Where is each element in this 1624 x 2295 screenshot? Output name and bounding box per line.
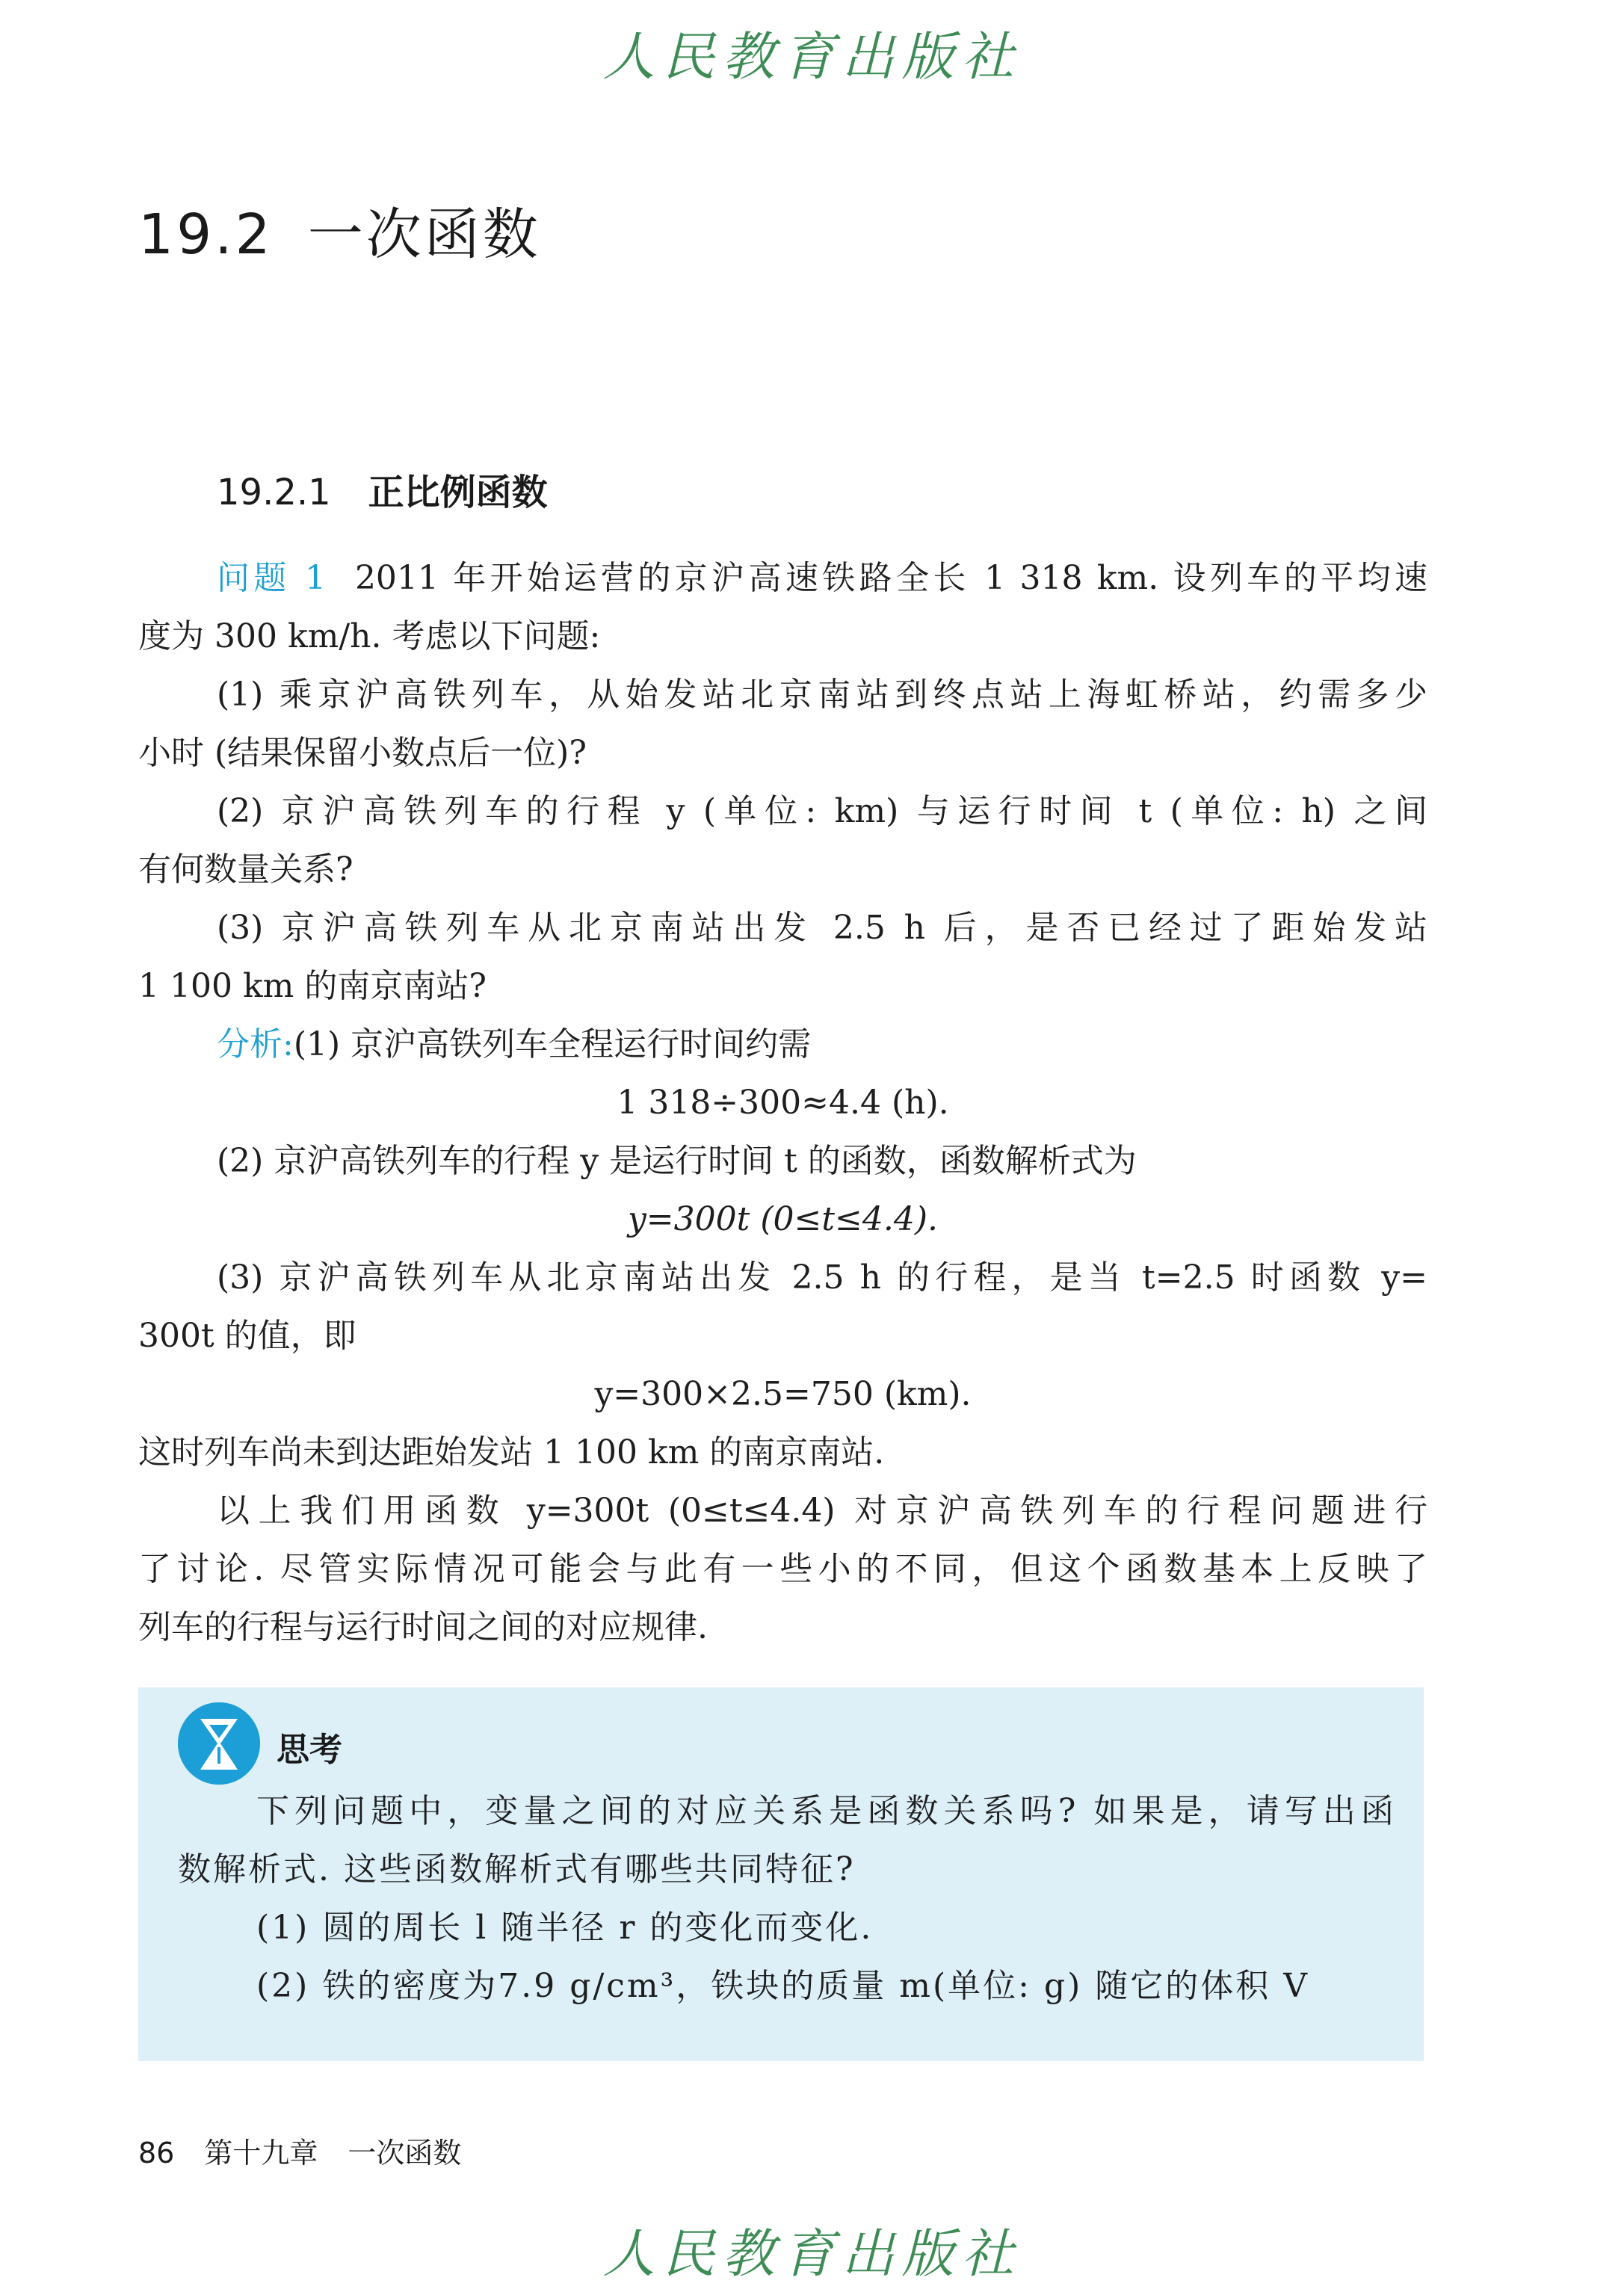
summary-line: 了讨论. 尽管实际情况可能会与此有一些小的不同，但这个函数基本上反映了 bbox=[138, 1550, 1427, 1588]
problem-label: 问题 1 bbox=[217, 559, 327, 597]
problem-line: (3) 京沪高铁列车从北京南站出发 2.5 h 后，是否已经过了距始发站 bbox=[217, 909, 1427, 947]
analysis-text: (1) 京沪高铁列车全程运行时间约需 bbox=[293, 1025, 812, 1063]
section-title bbox=[138, 191, 541, 270]
analysis-line bbox=[138, 1016, 1427, 1074]
summary-line: 以上我们用函数 y=300t (0≤t≤4.4) 对京沪高铁列车的行程问题进行 bbox=[217, 1492, 1427, 1530]
thinking-hourglass-icon bbox=[178, 1702, 260, 1785]
chapter-label: 第十九章 bbox=[204, 2137, 318, 2169]
think-content bbox=[178, 1782, 1396, 2016]
problem-line: 1 100 km 的南京南站? bbox=[138, 967, 487, 1005]
think-label: 思考 bbox=[277, 1731, 342, 1769]
analysis-line: (2) 京沪高铁列车的行程 y 是运行时间 t 的函数，函数解析式为 bbox=[217, 1142, 1137, 1180]
think-line: 下列问题中，变量之间的对应关系是函数关系吗? 如果是，请写出函 bbox=[256, 1792, 1396, 1830]
summary-line: 列车的行程与运行时间之间的对应规律. bbox=[138, 1608, 708, 1646]
page-footer bbox=[138, 2130, 461, 2171]
chapter-title: 一次函数 bbox=[348, 2137, 462, 2169]
analysis-line: (3) 京沪高铁列车从北京南站出发 2.5 h 的行程，是当 t=2.5 时函数 y= bbox=[217, 1258, 1427, 1297]
think-line: (2) 铁的密度为7.9 g/cm³，铁块的质量 m(单位: g) 随它的体积 V bbox=[256, 1967, 1310, 2005]
section-title-text: 一次函数 bbox=[307, 203, 541, 267]
think-line: (1) 圆的周长 l 随半径 r 的变化而变化. bbox=[256, 1909, 874, 1947]
formula-line: y=300t (0≤t≤4.4). bbox=[627, 1200, 939, 1238]
formula-line: 1 318÷300≈4.4 (h). bbox=[617, 1084, 949, 1122]
problem-text: 2011 年开始运营的京沪高速铁路全长 1 318 km. 设列车的平均速 bbox=[354, 559, 1427, 597]
problem-block bbox=[138, 549, 1427, 1657]
problem-line: 小时 (结果保留小数点后一位)? bbox=[138, 734, 587, 772]
subsection-number: 19.2.1 bbox=[217, 472, 331, 513]
think-line: 数解析式. 这些函数解析式有哪些共同特征? bbox=[178, 1850, 856, 1888]
page-number: 86 bbox=[138, 2137, 175, 2169]
analysis-line: 300t 的值，即 bbox=[138, 1317, 356, 1355]
thinking-hourglass-icon-svg bbox=[178, 1702, 260, 1785]
problem-line bbox=[138, 549, 1427, 608]
problem-line: (1) 乘京沪高铁列车，从始发站北京南站到终点站上海虹桥站，约需多少 bbox=[217, 676, 1427, 714]
problem-line: 度为 300 km/h. 考虑以下问题: bbox=[138, 617, 601, 655]
problem-line: (2) 京沪高铁列车的行程 y (单位: km) 与运行时间 t (单位: h) 之间 bbox=[217, 792, 1427, 830]
publisher-logo-top: 人民教育出版社 bbox=[602, 26, 1022, 87]
formula-line: y=300×2.5=750 (km). bbox=[594, 1375, 972, 1413]
problem-line: 有何数量关系? bbox=[138, 850, 353, 889]
analysis-line: 这时列车尚未到达距始发站 1 100 km 的南京南站. bbox=[138, 1433, 885, 1471]
publisher-logo-bottom: 人民教育出版社 bbox=[602, 2223, 1022, 2285]
subsection-title-text: 正比例函数 bbox=[368, 472, 548, 513]
section-number: 19.2 bbox=[138, 203, 274, 267]
analysis-label: 分析: bbox=[217, 1025, 294, 1063]
subsection-title bbox=[217, 463, 548, 515]
